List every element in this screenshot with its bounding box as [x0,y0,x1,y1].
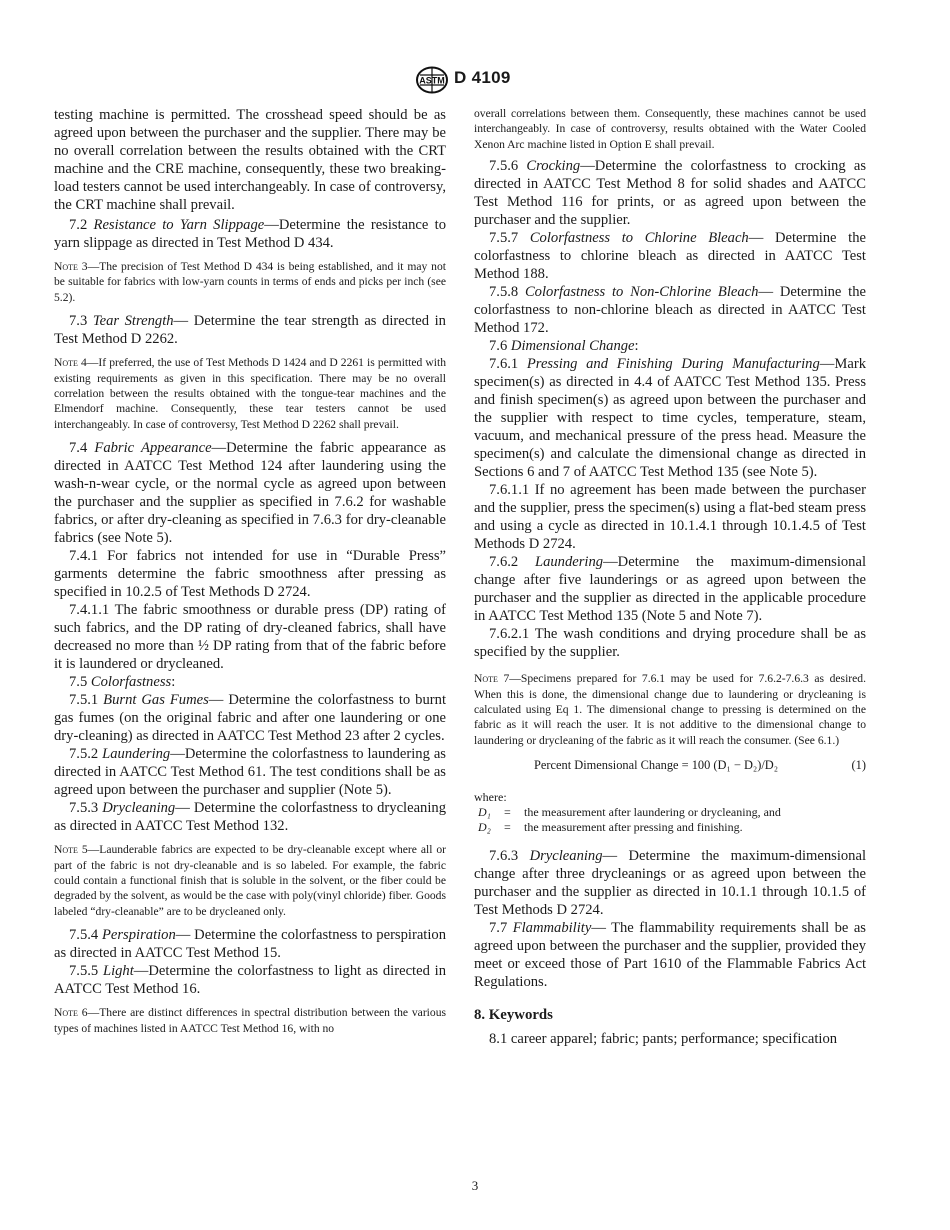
definition-row: D₁ = the measurement after laundering or drycleaning, and [478,805,781,820]
paragraph-7-5-7: 7.5.7 Colorfastness to Chlorine Bleach— Determine the colorfastness to chlorine bleach as directed in AATCC Test Method 188. [474,230,866,283]
equation-1 [474,758,866,778]
paragraph-7-7: 7.7 Flammability— The flammability requirements shall be as agreed upon between the purchaser and the supplier, provided they meet or exceed those of Part 1610 of the Flammable Fabrics Act Regulations. [474,920,866,991]
equation-number: (1) [851,758,866,773]
right-column [474,106,866,1048]
paragraph-7-6-1: 7.6.1 Pressing and Finishing During Manufacturing—Mark specimen(s) as directed in 4.4 of AATCC Test Method 135. Press and finish specimen(s) as agreed upon between the purchaser and the supplier with respect to time cycles, temperature, steam, vacuum, and mechanical pressure of the press head. Measure the specimen(s) and calculate the dimensional change as directed in Sections 6 and 7 of AATCC Test Method 135 (see Note 5). [474,356,866,481]
note-6-continued: overall correlations between them. Consequently, these machines cannot be used interchangeably. In case of controversy, results obtained with the Water Cooled Xenon Arc machine listed in Option E shall prevail. [474,107,866,151]
paragraph-7-6-1-1: 7.6.1.1 If no agreement has been made between the purchaser and the supplier, press the specimen(s) using a flat-bed steam press and using a cycle as directed in 10.1.4.1 through 10.1.4.5 of Test Methods D 2724. [474,482,866,553]
paragraph-7-6-2-1: 7.6.2.1 The wash conditions and drying procedure shall be as specified by the supplier. [474,626,866,661]
equation-text: Percent Dimensional Change = 100 (D₁ − D₂)/D₂ [534,758,779,773]
paragraph-7-6-3: 7.6.3 Drycleaning— Determine the maximum-dimensional change after three drycleanings or as agreed upon between the purchaser and the supplier as directed in 10.1.1 through 10.1.5 of Test Methods D 2724. [474,848,866,919]
page-header [0,64,950,96]
section-heading-keywords: 8. Keywords [474,1007,553,1024]
astm-logo-icon [414,66,450,94]
paragraph-7-5-1: 7.5.1 Burnt Gas Fumes— Determine the colorfastness to burnt gas fumes (on the original fabric and after one laundering or one dry-cleaning) as directed in AATCC Test Method 23 after 2 cycles. [54,692,446,745]
standard-designation: D 4109 [454,68,511,87]
paragraph-7-6-2: 7.6.2 Laundering—Determine the maximum-dimensional change after five launderings or as agreed upon between the purchaser and the supplier as directed in the applicable procedure in AATCC Test Method 135 (Note 5 and Note 7). [474,554,867,625]
paragraph-7-4: 7.4 Fabric Appearance—Determine the fabric appearance as directed in AATCC Test Method 124 after laundering using the wash-n-wear cycle, or the normal cycle as agreed upon between the purchaser and the supplier as specified in 7.6.2 for washable fabrics, or after dry-cleaning as specified in 7.6.3 for dry-cleanable fabrics (see Note 5). [54,440,446,547]
note-4: Note 4—If preferred, the use of Test Methods D 1424 and D 2261 is permitted with existing requirements as given in this specification. There may be no overall correlation between the results obtained with the tongue-tear machines and the Elmendorf machine. Consequently, these tear testers cannot be used interchangeably. In case of controversy, Test Method D 2262 shall prevail. [54,356,446,431]
paragraph-7-5-3: 7.5.3 Drycleaning— Determine the colorfastness to drycleaning as directed in AATCC Test Method 132. [54,800,446,835]
paragraph-8-1: 8.1 career apparel; fabric; pants; performance; specification [489,1031,838,1048]
definition-row: D₂ = the measurement after pressing and finishing. [478,820,743,835]
paragraph-7-2: 7.2 Resistance to Yarn Slippage—Determine the resistance to yarn slippage as directed in Test Method D 434. [54,217,447,251]
where-label: where: [474,790,507,805]
note-6: Note 6—There are distinct differences in spectral distribution between the various types of machines listed in AATCC Test Method 16, with no [54,1006,447,1035]
paragraph-7-6: 7.6 Dimensional Change: [489,338,639,355]
paragraph-7-5-4: 7.5.4 Perspiration— Determine the colorfastness to perspiration as directed in AATCC Test Method 15. [54,927,446,962]
paragraph-continued: testing machine is permitted. The crosshead speed should be as agreed upon between the purchaser and the supplier. There may be no overall correlation between the results obtained with the CRT machine and the CRE machine, consequently, these two breaking-load testers cannot be used interchangeably. In case of controversy, the CRT machine shall prevail. [54,107,446,213]
paragraph-7-5-2: 7.5.2 Laundering—Determine the colorfastness to laundering as directed in AATCC Test Method 61. The test conditions shall be as agreed upon between the purchaser and supplier (Note 5). [54,746,446,799]
paragraph-7-5-8: 7.5.8 Colorfastness to Non-Chlorine Bleach— Determine the colorfastness to non-chlorine bleach as directed in AATCC Test Method 172. [474,284,866,337]
note-7: Note 7—Specimens prepared for 7.6.1 may be used for 7.6.2-7.6.3 as desired. When this is done, the dimensional change due to laundering or drycleaning is calculated using Eq 1. The dimensional change to pressing is determined on the fabric as it will reach the user. It is not additive to the dimensional change to laundering or drycleaning of the fabric as it will reach the consumer. (See 6.1.) [474,672,866,747]
paragraph-7-5: 7.5 Colorfastness: [69,674,176,691]
note-5: Note 5—Launderable fabrics are expected to be dry-cleanable except where all or part of the fabric is not dry-cleanable and is so labeled. For example, the fabric could contain a functional finish that is soluble in the solvent, or the fiber could be degraded by the solvent, as would be the case with poly(vinyl chloride) fiber. Goods labeled “dry-cleanable” are to be drycleaned only. [54,843,447,918]
paragraph-7-5-6: 7.5.6 Crocking—Determine the colorfastness to crocking as directed in AATCC Test Method 8 for solid shades and AATCC Test Method 116 for prints, or as agreed upon between the purchaser and the supplier. [474,158,866,229]
paragraph-7-4-1-1: 7.4.1.1 The fabric smoothness or durable press (DP) rating of such fabrics, and the DP rating of dry-cleaned fabrics, shall have decreased no more than ½ DP rating from that of the fabric before it is laundered or drycleaned. [54,602,446,673]
page-number: 3 [471,1178,479,1193]
variable-definitions [474,805,866,835]
paragraph-7-3: 7.3 Tear Strength— Determine the tear strength as directed in Test Method D 2262. [54,313,446,348]
left-column [54,106,446,1043]
logo-text: ASTM [419,75,445,86]
paragraph-7-5-5: 7.5.5 Light—Determine the colorfastness to light as directed in AATCC Test Method 16. [54,963,446,998]
paragraph-7-4-1: 7.4.1 For fabrics not intended for use in “Durable Press” garments determine the fabric smoothness after pressing as specified in 10.2.5 of Test Methods D 2724. [54,548,446,601]
note-3: Note 3—The precision of Test Method D 434 is being established, and it may not be suitable for fabrics with low-yarn counts in terms of ends and picks per inch (see 5.2). [54,260,446,304]
